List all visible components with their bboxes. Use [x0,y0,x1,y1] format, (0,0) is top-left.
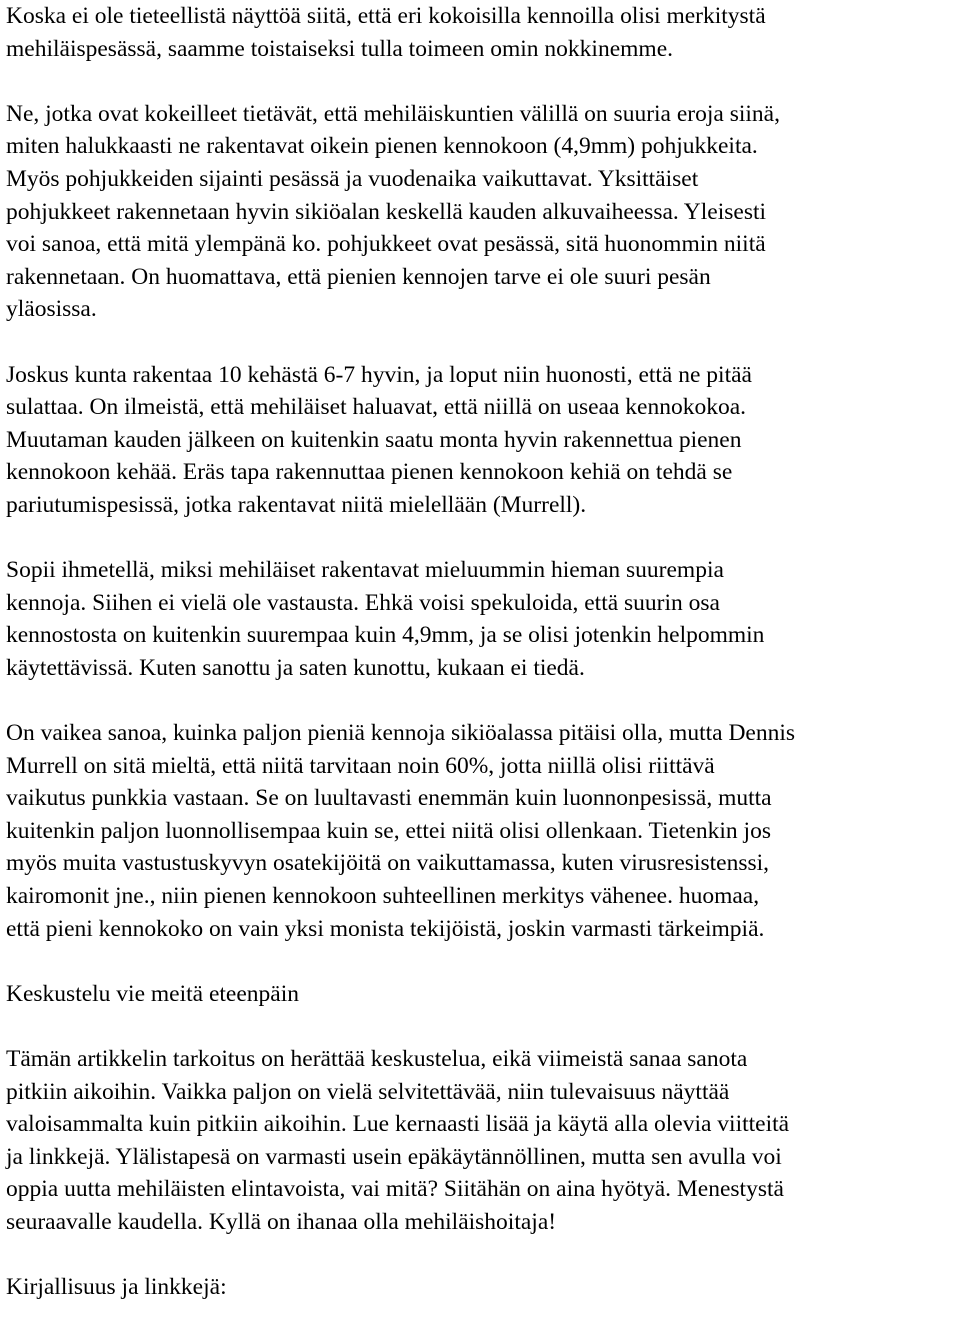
text-line: mehiläispesässä, saamme toistaiseksi tulla toimeen omin nokkinemme. [6,35,674,62]
text-line: rakennetaan. On huomattava, että pienien kennojen tarve ei ole suuri pesän [6,263,711,290]
text-line: yläosissa. [6,296,97,323]
text-line: Murrell on sitä mieltä, että niitä tarvitaan noin 60%, jotta niillä olisi riittävä [6,752,715,779]
text-line: Ne, jotka ovat kokeilleet tietävät, että mehiläiskuntien välillä on suuria eroja siinä, [6,100,780,127]
paragraph-closing [6,1043,958,1239]
text-line: On vaikea sanoa, kuinka paljon pieniä kennoja sikiöalassa pitäisi olla, mutta Dennis [6,720,796,747]
paragraph-comb-building [6,98,958,326]
paragraph-intro [6,0,958,65]
text-line: oppia uutta mehiläisten elintavoista, vai mitä? Siitähän on aina hyötyä. Menestystä [6,1176,784,1203]
paragraph-larger-cells [6,554,958,684]
text-line: että pieni kennokoko on vain yksi monista tekijöistä, joskin varmasti tärkeimpiä. [6,915,765,942]
text-line: pohjukkeet rakennetaan hyvin sikiöalan keskellä kauden alkuvaiheessa. Yleisesti [6,198,767,225]
section-heading-discussion: Keskustelu vie meitä eteenpäin [6,980,299,1007]
text-line: sulattaa. On ilmeistä, että mehiläiset haluavat, että niillä on useaa kennokokoa. [6,394,747,421]
text-line: kennokoon kehää. Eräs tapa rakennuttaa pienen kennokoon kehiä on tehdä se [6,459,733,486]
text-line: Sopii ihmetellä, miksi mehiläiset rakentavat mieluummin hieman suurempia [6,557,724,584]
paragraph-proportion [6,717,958,945]
paragraph-frames [6,359,958,522]
text-line: Koska ei ole tieteellistä näyttöä siitä, että eri kokoisilla kennoilla olisi merkitystä [6,3,766,29]
section-heading-literature: Kirjallisuus ja linkkejä: [6,1274,227,1301]
text-line: käytettävissä. Kuten sanottu ja saten kunottu, kukaan ei tiedä. [6,654,585,681]
text-line: vaikutus punkkia vastaan. Se on luultavasti enemmän kuin luonnonpesissä, mutta [6,785,772,812]
text-line: valoisammalta kuin pitkiin aikoihin. Lue kernaasti lisää ja käytä alla olevia viitteitä [6,1111,790,1138]
text-line: kennoja. Siihen ei vielä ole vastausta. Ehkä voisi spekuloida, että suurin osa [6,589,720,616]
text-line: pariutumispesissä, jotka rakentavat niitä mielellään (Murrell). [6,491,587,518]
document-page [6,0,958,1336]
text-line: miten halukkaasti ne rakentavat oikein pienen kennokoon (4,9mm) pohjukkeita. [6,133,758,160]
text-line: Tämän artikkelin tarkoitus on herättää keskustelua, eikä viimeistä sanaa sanota [6,1046,748,1072]
text-line: myös muita vastustuskyvyn osatekijöitä on vaikuttamassa, kuten virusresistenssi, [6,850,770,877]
text-line: kairomonit jne., niin pienen kennokoon suhteellinen merkitys vähenee. huomaa, [6,883,760,910]
text-line: Myös pohjukkeiden sijainti pesässä ja vuodenaika vaikuttavat. Yksittäiset [6,165,699,192]
text-line: voi sanoa, että mitä ylempänä ko. pohjukkeet ovat pesässä, sitä huonommin niitä [6,231,766,258]
text-line: ja linkkejä. Ylälistapesä on varmasti usein epäkäytännöllinen, mutta sen avulla voi [6,1143,782,1170]
text-line: kuitenkin paljon luonnollisempaa kuin se, ettei niitä olisi ollenkaan. Tietenkin jos [6,817,771,844]
text-line: Muutaman kauden jälkeen on kuitenkin saatu monta hyvin rakennettua pienen [6,426,742,453]
text-line: kennostosta on kuitenkin suurempaa kuin 4,9mm, ja se olisi jotenkin helpommin [6,622,765,649]
text-line: seurаavalle kaudella. Kyllä on ihanaa olla mehiläishoitaja! [6,1208,557,1235]
text-line: Joskus kunta rakentaa 10 kehästä 6-7 hyvin, ja loput niin huonosti, että ne pitää [6,361,752,388]
text-line: pitkiin aikoihin. Vaikka paljon on vielä selvitettävää, niin tulevaisuus näyttää [6,1078,730,1105]
